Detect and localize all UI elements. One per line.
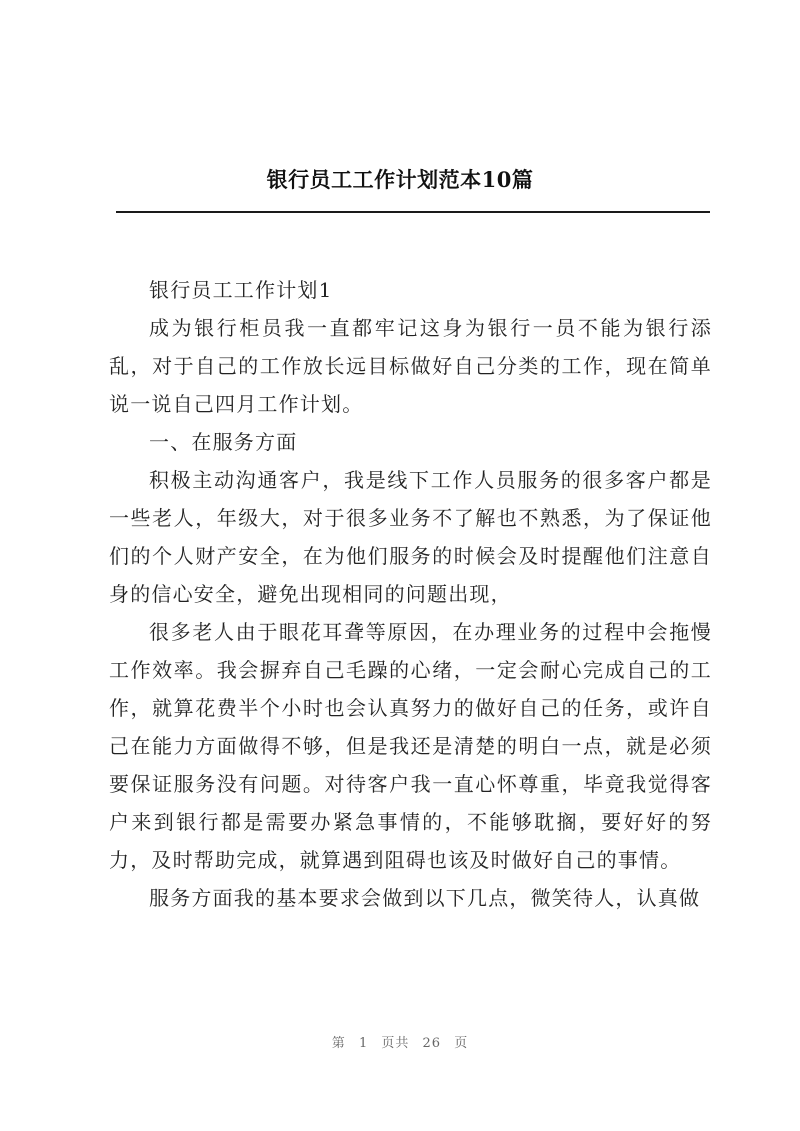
footer-page-mid: 页共: [381, 1036, 410, 1051]
document-title: 银行员工工作计划范本10篇: [266, 167, 534, 192]
paragraph: 服务方面我的基本要求会做到以下几点，微笑待人，认真做: [149, 886, 701, 910]
paragraph: 很多老人由于眼花耳聋等原因，在办理业务的过程中会拖慢工作效率。我会摒弃自己毛躁的心绪，一定会耐心完成自己的工作，就算花费半个小时也会认真努力的做好自己的任务，或许自己在能力方面做得不够，但是我还是清楚的明白一点，就是必须要保证服务没有问题。对待客户我一直心怀尊重，毕竟我觉得客户来到银行都是需要办紧急事情的，不能够耽搁，要好好的努力，及时帮助完成，就算遇到阻碍也该及时做好自己的事情。: [109, 620, 712, 872]
footer-page-suffix: 页: [454, 1036, 469, 1051]
document-body: [109, 271, 712, 917]
footer-page-current: 1: [358, 1036, 369, 1051]
subsection-heading: 一、在服务方面: [149, 430, 298, 454]
paragraph: 积极主动沟通客户，我是线下工作人员服务的很多客户都是一些老人，年级大，对于很多业务不了解也不熟悉，为了保证他们的个人财产安全，在为他们服务的时候会及时提醒他们注意自身的信心安全，避免出现相同的问题出现，: [109, 468, 712, 606]
section-heading: 银行员工工作计划1: [149, 278, 333, 302]
paragraph: 成为银行柜员我一直都牢记这身为银行一员不能为银行添乱，对于自己的工作放长远目标做好自己分类的工作，现在简单说一说自己四月工作计划。: [109, 316, 712, 416]
page-footer: [0, 1032, 800, 1051]
footer-page-total: 26: [422, 1036, 442, 1051]
footer-page-prefix: 第: [331, 1036, 346, 1051]
title-underline: [116, 211, 710, 213]
